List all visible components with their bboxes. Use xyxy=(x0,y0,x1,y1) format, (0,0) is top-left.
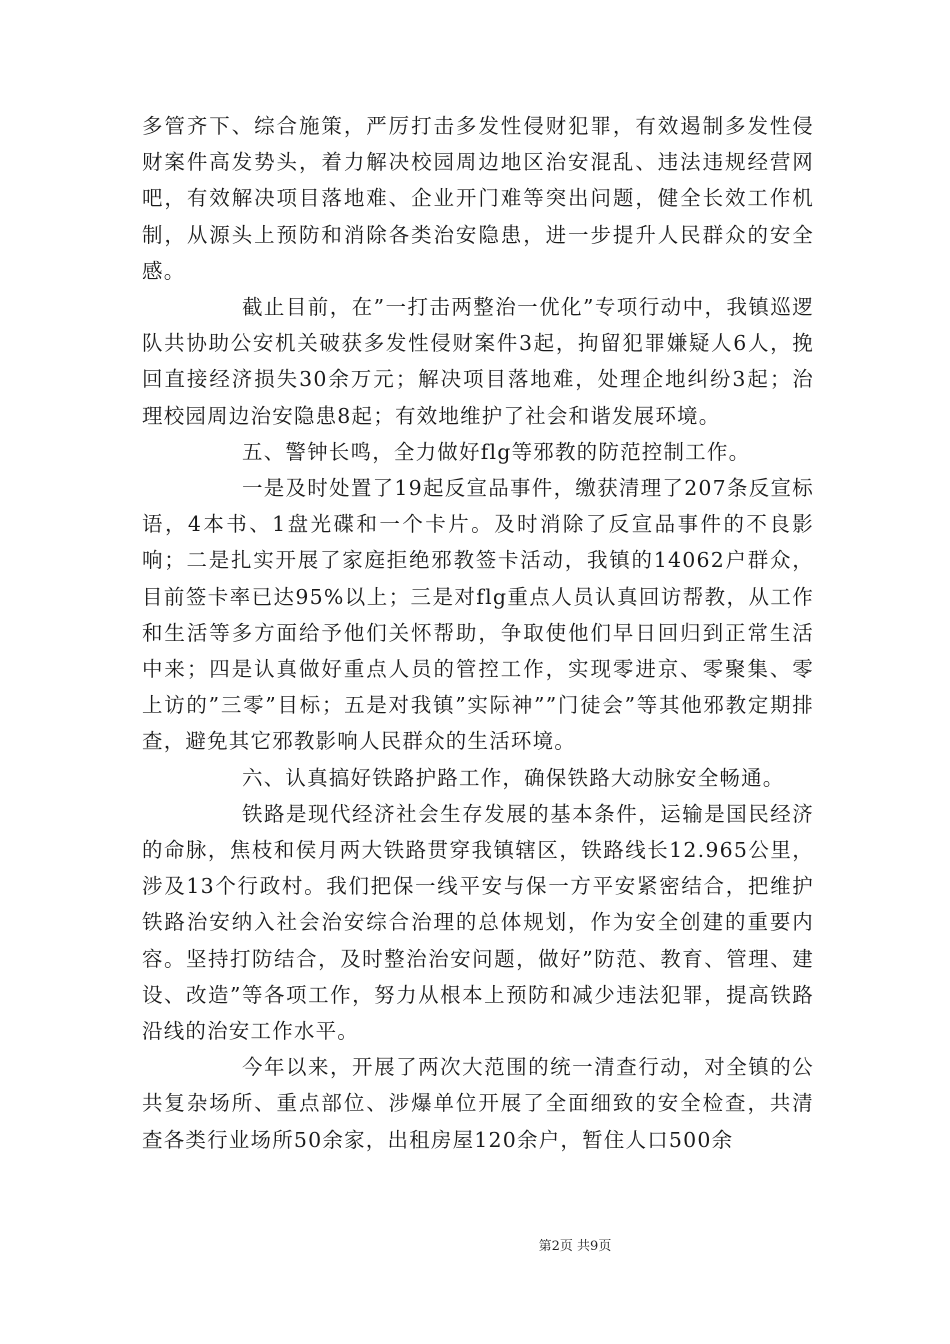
paragraph-1: 多管齐下、综合施策，严厉打击多发性侵财犯罪，有效遏制多发性侵财案件高发势头，着力解决校园周边地区治安混乱、违法违规经营网吧，有效解决项目落地难、企业开门难等突出问题，健全长效工作机制，从源头上预防和消除各类治安隐患，进一步提升人民群众的安全感。 xyxy=(142,114,814,283)
paragraph-2: 截止目前，在”一打击两整治一优化”专项行动中，我镇巡逻队共协助公安机关破获多发性侵财案件3起，拘留犯罪嫌疑人6人，挽回直接经济损失30余万元；解决项目落地难，处理企地纠纷3起；治理校园周边治安隐患8起；有效地维护了社会和谐发展环境。 xyxy=(142,295,814,428)
section-heading-6: 六、认真搞好铁路护路工作，确保铁路大动脉安全畅通。 xyxy=(242,765,785,790)
document-body xyxy=(142,108,814,1158)
page-number-footer: 第2页 共9页 xyxy=(538,1239,612,1254)
paragraph-5: 今年以来，开展了两次大范围的统一清查行动，对全镇的公共复杂场所、重点部位、涉爆单位开展了全面细致的安全检查，共清查各类行业场所50余家，出租房屋120余户，暂住人口500余 xyxy=(142,1055,814,1152)
section-heading-5: 五、警钟长鸣，全力做好flg等邪教的防范控制工作。 xyxy=(242,439,751,464)
paragraph-3: 一是及时处置了19起反宣品事件，缴获清理了207条反宣标语，4本书、1盘光碟和一个卡片。及时消除了反宣品事件的不良影响；二是扎实开展了家庭拒绝邪教签卡活动，我镇的14062户群众，目前签卡率已达95%以上；三是对flg重点人员认真回访帮教，从工作和生活等多方面给予他们关怀帮助，争取使他们早日回归到正常生活中来；四是认真做好重点人员的管控工作，实现零进京、零聚集、零上访的”三零”目标；五是对我镇”实际神””门徒会”等其他邪教定期排查，避免其它邪教影响人民群众的生活环境。 xyxy=(142,476,814,754)
paragraph-4: 铁路是现代经济社会生存发展的基本条件，运输是国民经济的命脉，焦枝和侯月两大铁路贯穿我镇辖区，铁路线长12.965公里，涉及13个行政村。我们把保一线平安与保一方平安紧密结合，把维护铁路治安纳入社会治安综合治理的总体规划，作为安全创建的重要内容。坚持打防结合，及时整治治安问题，做好”防范、教育、管理、建设、改造”等各项工作，努力从根本上预防和减少违法犯罪，提高铁路沿线的治安工作水平。 xyxy=(142,801,814,1044)
